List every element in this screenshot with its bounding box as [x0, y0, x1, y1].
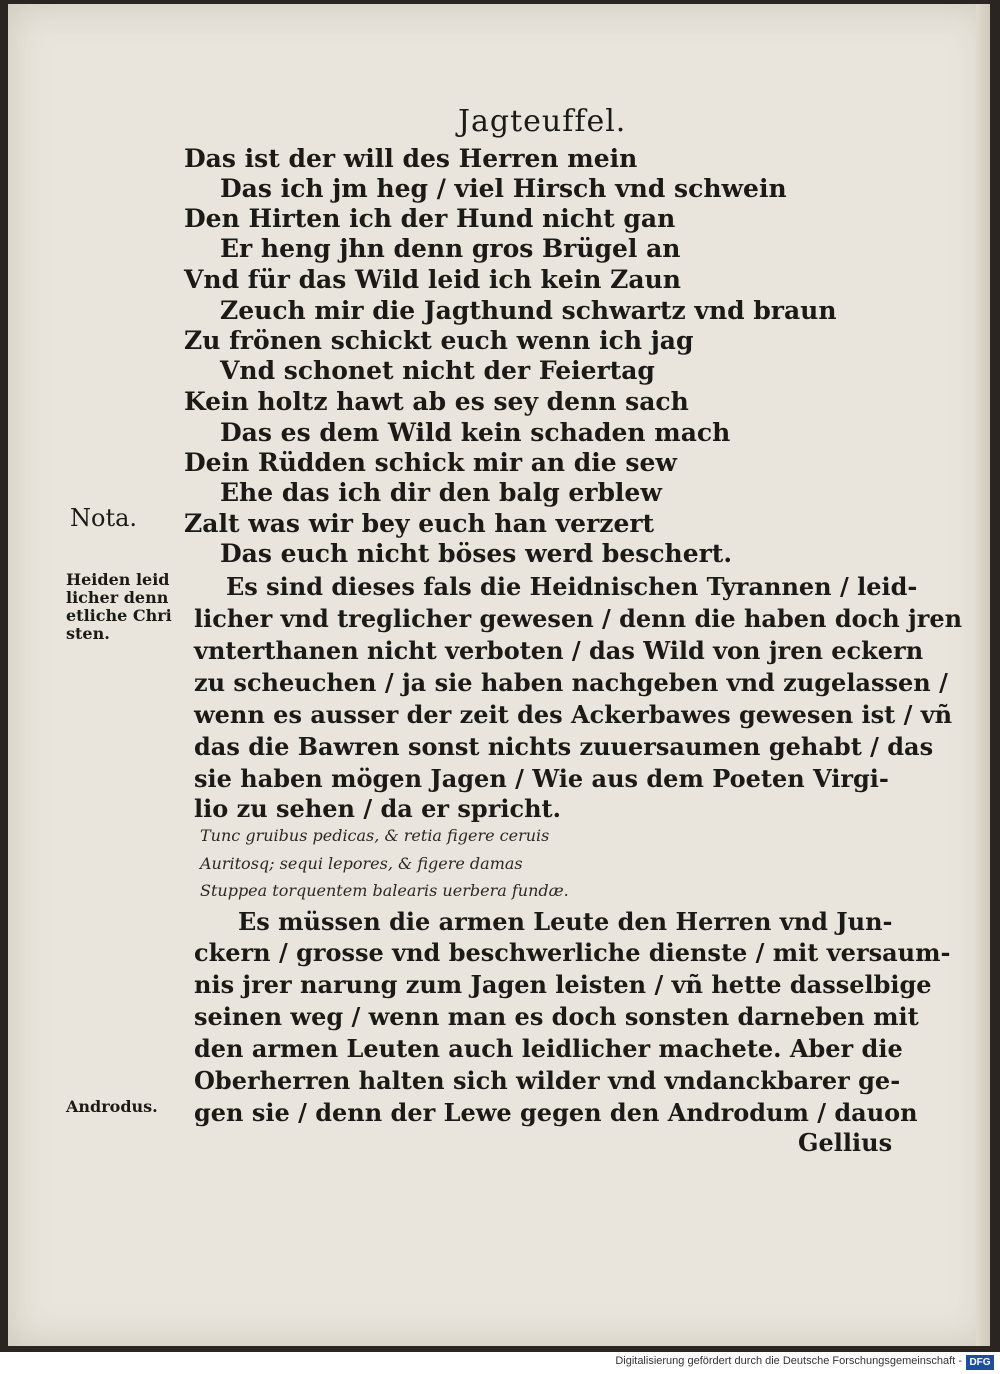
prose-line: licher vnd treglicher gewesen / denn die haben doch jren	[194, 604, 963, 633]
prose-line: Oberherren halten sich wilder vnd vndanckbarer ge-	[194, 1066, 901, 1095]
verse-line: Dein Rüdden schick mir an die sew	[184, 448, 677, 477]
prose-line: den armen Leuten auch leidlicher machete. Aber die	[194, 1034, 903, 1063]
latin-quote-line: Stuppea torquentem balearis uerbera fundæ.	[200, 881, 569, 900]
prose-line: nis jrer narung zum Jagen leisten / vñ hette dasselbige	[194, 970, 932, 999]
prose-line: vnterthanen nicht verboten / das Wild von jren eckern	[194, 636, 924, 665]
prose-line: gen sie / denn der Lewe gegen den Androdum / dauon	[194, 1098, 918, 1127]
margin-note-line: etliche Chri	[66, 606, 172, 625]
latin-quote-line: Auritosq; sequi lepores, & figere damas	[200, 854, 523, 873]
margin-note-line: licher denn	[66, 588, 169, 607]
margin-note-line: sten.	[66, 624, 110, 643]
verse-line: Das ist der will des Herren mein	[184, 144, 638, 173]
verse-line: Vnd schonet nicht der Feiertag	[220, 356, 655, 385]
prose-line: ckern / grosse vnd beschwerliche dienste / mit versaum-	[194, 938, 951, 967]
verse-line: Das es dem Wild kein schaden mach	[220, 418, 731, 447]
verse-line: Vnd für das Wild leid ich kein Zaun	[184, 265, 681, 294]
running-head: Jagteuffel.	[458, 104, 627, 139]
verse-line: Das ich jm heg / viel Hirsch vnd schwein	[220, 174, 787, 203]
margin-note-nota: Nota.	[70, 504, 138, 532]
dfg-logo-icon: DFG	[966, 1355, 994, 1370]
prose-line: das die Bawren sonst nichts zuuersaumen gehabt / das	[194, 732, 934, 761]
latin-quote-line: Tunc gruibus pedicas, & retia figere ceruis	[200, 826, 550, 845]
footer-bar	[0, 1352, 1000, 1374]
prose-line: sie haben mögen Jagen / Wie aus dem Poeten Virgi-	[194, 764, 889, 793]
prose-line: Es müssen die armen Leute den Herren vnd Jun-	[238, 907, 893, 936]
verse-line: Er heng jhn denn gros Brügel an	[220, 234, 681, 263]
page-edge	[976, 4, 990, 1346]
prose-line: lio zu sehen / da er spricht.	[194, 794, 561, 823]
catchword: Gellius	[798, 1128, 893, 1157]
book-page	[8, 4, 990, 1346]
verse-line: Zalt was wir bey euch han verzert	[184, 509, 655, 538]
verse-line: Das euch nicht böses werd beschert.	[220, 539, 733, 568]
margin-note-line: Heiden leid	[66, 570, 170, 589]
prose-line: wenn es ausser der zeit des Ackerbawes gewesen ist / vñ	[194, 700, 953, 729]
prose-line: zu scheuchen / ja sie haben nachgeben vnd zugelassen /	[194, 668, 948, 697]
verse-line: Zeuch mir die Jagthund schwartz vnd braun	[220, 296, 837, 325]
verse-line: Den Hirten ich der Hund nicht gan	[184, 204, 676, 233]
funding-notice: Digitalisierung gefördert durch die Deutsche Forschungsgemeinschaft -	[615, 1355, 962, 1367]
prose-line: seinen weg / wenn man es doch sonsten darneben mit	[194, 1002, 919, 1031]
prose-line: Es sind dieses fals die Heidnischen Tyrannen / leid-	[226, 572, 918, 601]
margin-note-androdus: Androdus.	[66, 1097, 158, 1116]
verse-line: Zu frönen schickt euch wenn ich jag	[184, 326, 694, 355]
verse-line: Ehe das ich dir den balg erblew	[220, 478, 662, 507]
verse-line: Kein holtz hawt ab es sey denn sach	[184, 387, 689, 416]
